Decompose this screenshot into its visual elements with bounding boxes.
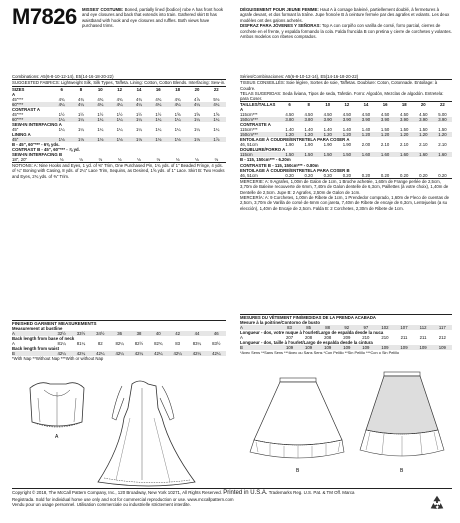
cell: 36 <box>117 331 123 336</box>
cell: 1.90 <box>323 142 332 148</box>
cell: 34½ <box>96 331 105 336</box>
cell: 1.50 <box>380 127 390 133</box>
cell: 1.50 <box>400 127 409 133</box>
b-yardage: B - 45", 60"*** - 6⅝ yds. <box>12 141 60 147</box>
cell: 1.50 <box>285 152 294 158</box>
cell: 6 <box>288 102 291 108</box>
cell: 14 <box>363 102 369 108</box>
cell: 83 <box>175 341 181 346</box>
cell: 1¼ <box>78 116 84 122</box>
cell: 4¼ <box>155 101 162 107</box>
cell: 81¼ <box>76 341 86 346</box>
cell: 1½ <box>135 111 142 117</box>
cell: ⅛ <box>98 157 103 163</box>
cell: 1¼ <box>174 126 181 132</box>
combinations-en: Combinations: A5(6-8-10-12-14), E5(14-16-18-20-22) <box>12 74 114 79</box>
cell: 3.80 <box>285 117 294 123</box>
yardage-table-en-b <box>12 152 226 162</box>
cell: ⅛ <box>214 157 219 163</box>
cell: 4¼ <box>193 101 200 107</box>
section-header: CONTRAST A <box>12 106 41 112</box>
cell: 210 <box>362 335 370 340</box>
row-label: A <box>12 331 15 336</box>
cell: 1⅛ <box>97 136 104 142</box>
yardage-table-metric-b <box>240 168 452 178</box>
cell: 82¼ <box>115 341 124 346</box>
desc-en-body: Boned, partially lined (bodice) robe A has front hook and eye closures and back that extends into train. Gathered skirt B has waistband with hook and eye closures and ruffles. Both views have purchased trims. <box>82 7 223 29</box>
footer <box>12 490 452 508</box>
cell: 4.50 <box>342 112 352 118</box>
cell: 18 <box>401 102 407 108</box>
cell: ⅛ <box>137 157 141 163</box>
cell: 4¼ <box>135 101 142 107</box>
cell: 4¼ <box>116 101 123 107</box>
finished-measurements-fr <box>240 314 452 355</box>
cell: 8 <box>79 86 83 92</box>
merceria: MERCERÍA: A: 9 Corchetes, 1,00m de Ribete de 1cm, 1 Prendedor comprado, 1,60m de Fleco de cuentas de 2,5cm, 3,70m de Varilla de corsé de 6mm con jareta, 7,40m de Ribete de encaje de 6,3cm, Lentejuelas (a su elección), 1,40m de Encaje de 2,5cm. Falda B: 2 Corchetes, 2,30m de Ribete de 1cm. <box>240 194 449 211</box>
usage-fr: Vendu pour un usage personnel. Utilisation commerciale ou industrielle strictement interdite. <box>12 502 191 508</box>
cell: 208 <box>305 335 313 340</box>
cell: 1½ <box>97 111 104 117</box>
cell: 1½ <box>58 111 65 117</box>
cell: 4.50 <box>400 112 409 118</box>
cell: 82 <box>97 341 103 346</box>
cell: 2.10 <box>438 142 447 148</box>
cell: 1.40 <box>342 127 352 133</box>
cell: 83¼ <box>192 341 202 346</box>
cell: 42¼ <box>115 351 124 356</box>
cell: 4¾ <box>58 96 65 102</box>
cell: ⅛ <box>175 157 180 163</box>
mesures-title: MESURES DU VÊTEMENT FINI/MEDIDAS DE LA PRENDA ACABADA <box>240 315 376 320</box>
section-header: A <box>12 91 16 97</box>
finished-measurements-en <box>12 320 226 361</box>
contrast-b-yardage: CONTRAST B - 45", 60"*** - ⅞ yd. <box>12 146 80 152</box>
cell: 2.00 <box>361 142 371 148</box>
row-label: 46, 51cm <box>240 142 258 148</box>
cell: 1.50 <box>323 152 332 158</box>
cell: 207 <box>285 335 294 340</box>
cell: 0.20 <box>438 173 447 179</box>
cell: 33½ <box>76 331 86 336</box>
cell: 109 <box>362 345 370 350</box>
cell: 1.20 <box>285 132 294 138</box>
recycle-icon <box>428 494 446 512</box>
cell: 112 <box>419 325 427 330</box>
yardage-metric <box>240 74 452 211</box>
cell: 1⅝ <box>193 111 200 117</box>
cell: 1¼ <box>116 126 123 132</box>
cell: 4.50 <box>419 112 428 118</box>
cell: 82¾ <box>154 341 163 346</box>
cell: 1¼ <box>155 126 162 132</box>
cell: 208 <box>324 335 332 340</box>
cell: 4⅞ <box>193 96 200 102</box>
cell: 1⅛ <box>58 136 65 142</box>
view-b2-label: B <box>400 468 404 474</box>
cell: 46 <box>213 331 219 336</box>
section-header: DOUBLURE/FORRO A <box>240 147 286 153</box>
cell: 109 <box>305 345 313 350</box>
cell: 20 <box>420 102 426 108</box>
cell: 109 <box>343 345 351 350</box>
cell: ⅛ <box>195 157 199 163</box>
cell: 5⅛ <box>213 96 220 102</box>
cell: 1.20 <box>438 132 447 138</box>
cell: 83½ <box>212 341 221 346</box>
cell: 1.50 <box>304 152 313 158</box>
mercerie: MERCERIE: A: 9 Agrafes, 1,00m de Galon de 1cm, 1 Broche achetée, 1,60m de Frange perlée de 2,5cm, 3,70m de Baleine recouverte de 6mm, 7,40m de Galon dentelle de 6,3cm, Paillettes (à votre choix), 1,40m de Dentelle de 2,5cm. Jupe B: 2 Agrafes, 2,50m de Galon de 1cm. <box>240 179 449 195</box>
cell: 2.10 <box>400 142 409 148</box>
fgm-table-fr <box>240 320 452 350</box>
cell: 109 <box>381 345 389 350</box>
cell: 4¼ <box>97 101 104 107</box>
yardage-table-en <box>12 87 226 142</box>
cell: 1¼ <box>135 116 142 122</box>
section-header: Back length from waist <box>12 346 60 351</box>
section-header: SEW-IN INTERFACING A <box>12 121 62 127</box>
cell: 1.90 <box>342 142 352 148</box>
desc-es-title: DISFRAZ PARA JÓVENES Y SEÑORAS: <box>240 23 321 29</box>
cell: 1.40 <box>323 127 332 133</box>
cell: 107 <box>400 325 408 330</box>
cell: 12 <box>117 86 123 92</box>
cell: 1.20 <box>323 132 332 138</box>
section-header: Measurement at bustline <box>12 326 63 331</box>
cell: 1.20 <box>342 132 352 138</box>
section-header: LINING A <box>12 131 31 137</box>
cell: ⅛ <box>156 157 161 163</box>
cell: 1.60 <box>400 152 409 158</box>
cell: 1¼ <box>174 116 181 122</box>
cell: 4¾ <box>97 96 104 102</box>
cell: 1⅛ <box>193 136 200 142</box>
view-b-label: B <box>296 468 300 474</box>
desc-fr-body: Haut A à corsage baleiné, partiellement doublé, à fermetures à agrafe devant, et dos formant la traîne. Jupe froncée B à ceinture fermée par des agrafes et volants. Les deux modèles ont des galons achetés. <box>240 7 450 23</box>
cell: 109 <box>400 345 408 350</box>
view-a-label: A <box>55 434 59 440</box>
cell: 4¼ <box>174 101 181 107</box>
cell: 42¼ <box>192 351 202 356</box>
yardage-english <box>12 74 226 179</box>
cell: 211 <box>419 335 427 340</box>
desc-es-body: Top A con corpiño con varilla de corsé, forro parcial, cierres de corchete en el frente, y espalda formando la cola. Falda fruncida B con pretina y cierre de corchetes y volantes. Ambos modelos con ribetes comprados. <box>240 23 452 40</box>
cell: 1¼ <box>78 126 84 132</box>
cell: 4¼ <box>213 101 220 107</box>
cell: 1.90 <box>285 142 294 148</box>
cell: 44 <box>194 331 200 336</box>
row-label: 45"*** <box>12 96 24 102</box>
cell: 22 <box>213 86 219 92</box>
cell: 4.50 <box>285 112 294 118</box>
cell: 4.50 <box>323 112 332 118</box>
cell: 81¼ <box>57 341 66 346</box>
cell: 2.10 <box>419 142 428 148</box>
yardage-table-metric <box>240 102 452 157</box>
suggested-fabrics: SUGGESTED FABRICS: Lightweight Silk, Silk Types, Taffeta. Lining: Cotton, Cotton Blends. Interfacing: Sew-in. <box>12 80 226 86</box>
cell: ⅛ <box>59 157 64 163</box>
cell: 10 <box>325 102 331 108</box>
cell: 0.20 <box>380 173 390 179</box>
cell: 3.90 <box>342 117 352 123</box>
cell: 1⅝ <box>174 111 181 117</box>
desc-fr-title: DÉGUISEMENT POUR JEUNE FEMME: <box>240 7 319 12</box>
cell: 1⅛ <box>155 136 162 142</box>
cell: 1⅛ <box>135 136 142 142</box>
cell: 1⅛ <box>78 136 84 142</box>
row-label: A <box>12 341 15 346</box>
cell: ⅛ <box>79 157 83 163</box>
cell: 109 <box>324 345 332 350</box>
nap-note-fr: *Avec Sens **Sans Sens ***Avec ou Sans Sens *Con Pelillo **Sin Pelillo ***Con o Sin Pelillo <box>240 350 400 355</box>
row-label: 46, 51cm <box>240 173 258 179</box>
cell: 88 <box>325 325 331 330</box>
cell: 42¼ <box>212 351 221 356</box>
section-header: Longueur - dos, taille à l'ourlet/Largo de espalda desde la cintura <box>240 340 373 345</box>
cell: 1.20 <box>380 132 390 138</box>
row-label: 18", 20" <box>12 157 27 163</box>
cell: 6 <box>60 86 63 92</box>
row-label: SIZES <box>12 86 25 92</box>
cell: 1¼ <box>58 116 65 122</box>
tissus-conseilles: TISSUS CONSEILLÉS: Soie légère, Sortes de soie, Taffetas. Doublure: Coton, Cotonnade. Entoilage: à Coudre. <box>240 80 438 91</box>
cell: 4.50 <box>380 112 390 118</box>
cell: 42¼ <box>134 351 144 356</box>
section-header: Mesure à la poitrine/Contorno de busto <box>240 320 320 325</box>
cell: 1⅛ <box>116 136 123 142</box>
row-label: 115cm*** <box>240 112 258 118</box>
cell: 3.90 <box>361 117 371 123</box>
cell: 1.20 <box>419 132 428 138</box>
copyright: Copyright © 2018, The McCall Pattern Company, Inc., 120 Broadway, New York 10271, All Rights Reserved. <box>12 490 222 495</box>
cell: 85 <box>306 325 311 330</box>
cell: 1.40 <box>304 127 313 133</box>
cell: 4¼ <box>78 101 84 107</box>
section-header: A <box>240 107 244 113</box>
description-french-spanish <box>240 7 452 39</box>
cell: 4¼ <box>58 101 65 107</box>
row-label: 60"*** <box>12 116 24 122</box>
section-header: ENTOILAGE À COUDRE/ENTRETELA PARA COSER A <box>240 137 350 143</box>
cell: 1¼ <box>116 116 123 122</box>
cell: 1.40 <box>361 127 371 133</box>
row-label: A <box>240 335 243 340</box>
cell: 1½ <box>155 111 162 117</box>
cell: 14 <box>136 86 142 92</box>
cell: 1.50 <box>419 127 428 133</box>
row-label: A <box>240 325 243 330</box>
cell: 212 <box>438 335 446 340</box>
cell: 4¾ <box>116 96 123 102</box>
row-label: TAILLES/TALLAS <box>240 102 276 108</box>
cell: 0.20 <box>361 173 371 179</box>
cell: 3.90 <box>380 117 390 123</box>
cell: 1.60 <box>380 152 390 158</box>
cell: 1.50 <box>342 152 352 158</box>
cell: 3.90 <box>400 117 409 123</box>
cell: 8 <box>307 102 310 108</box>
cell: 38 <box>136 331 142 336</box>
row-label: 45"*** <box>12 111 24 117</box>
row-label: 150cm*** <box>240 132 258 138</box>
cell: 16 <box>382 102 388 108</box>
cell: 4¾ <box>78 96 84 102</box>
cell: 0.20 <box>400 173 409 179</box>
cell: 12 <box>344 102 350 108</box>
cell: 0.20 <box>285 173 294 179</box>
cell: 4.50 <box>304 112 313 118</box>
cell: 42¼ <box>57 351 66 356</box>
row-label: B <box>12 351 15 356</box>
row-label: 45" <box>12 136 19 142</box>
row-label: B <box>240 345 243 350</box>
cell: 1⅞ <box>213 136 220 142</box>
cell: 92 <box>344 325 350 330</box>
nap-note-en: *With Nap **Without Nap ***With or without Nap <box>12 356 104 361</box>
cell: 82½ <box>134 341 144 346</box>
cell: 20 <box>194 86 200 92</box>
cell: 3.90 <box>323 117 332 123</box>
combinations-fr: Séries/Combinaciones: A5(6-8-10-12-14), E5(14-16-18-20-22) <box>240 74 359 79</box>
printed-in: Printed in U.S.A. <box>223 490 268 496</box>
cell: 0.20 <box>323 173 332 179</box>
cell: 3.90 <box>438 117 447 123</box>
b-metric: B - 115, 150cm*** - 6.20m <box>240 157 291 163</box>
cell: 1.60 <box>361 152 371 158</box>
cell: 4¾ <box>135 96 142 102</box>
cell: 18 <box>175 86 181 92</box>
view-b-illustration <box>240 370 450 480</box>
cell: 1.20 <box>304 132 313 138</box>
cell: 1¼ <box>135 126 142 132</box>
contrast-b-metric: CONTRASTE B - 115, 150cm*** - 0.80m <box>240 162 319 168</box>
cell: 1¼ <box>155 116 162 122</box>
section-header: Longueur - dos, votre nuque à l'ourlet/Largo de espalda desde la nuca <box>240 330 384 335</box>
cell: 1.40 <box>285 127 294 133</box>
cell: 1.60 <box>419 152 428 158</box>
cell: 109 <box>285 345 294 350</box>
cell: 102 <box>381 325 389 330</box>
cell: 4¾ <box>155 96 162 102</box>
row-label: 150cm*** <box>240 117 258 123</box>
cell: 0.20 <box>342 173 352 179</box>
cell: 42¼ <box>96 351 105 356</box>
cell: 1.60 <box>438 152 447 158</box>
usage-en: Registrada. Sold for individual home use only and not for commercial reproduction or use. www.mccallpattern.com <box>12 496 234 502</box>
cell: 1¼ <box>58 126 65 132</box>
cell: 22 <box>440 102 445 108</box>
fgm-table-en <box>12 326 226 356</box>
cell: 83 <box>287 325 292 330</box>
cell: 1¼ <box>97 126 104 132</box>
row-label: 45" <box>12 126 19 132</box>
cell: 1.20 <box>361 132 371 138</box>
cell: 1.90 <box>304 142 313 148</box>
view-a-illustration <box>20 378 220 490</box>
cell: 1½ <box>78 111 84 117</box>
cell: 109 <box>419 345 427 350</box>
cell: 16 <box>155 86 161 92</box>
cell: 1⅝ <box>213 111 220 117</box>
cell: 42¼ <box>154 351 163 356</box>
cell: 117 <box>438 325 446 330</box>
cell: 10 <box>97 86 103 92</box>
cell: 1¼ <box>213 126 220 132</box>
section-header: SEW-IN INTERFACING B <box>12 152 63 158</box>
section-header: ENTOILAGE À COUDRE/ENTRETELA PARA COSER B <box>240 168 350 174</box>
cell: 0.20 <box>419 173 428 179</box>
row-label: 60"*** <box>12 101 24 107</box>
cell: 40 <box>155 331 161 336</box>
cell: 1¼ <box>193 116 200 122</box>
cell: 1.50 <box>438 127 447 133</box>
fgm-title: FINISHED GARMENT MEASUREMENTS <box>12 321 97 326</box>
cell: 97 <box>363 325 369 330</box>
notions: NOTIONS: A: Nine Hooks and Eyes, 1 yd. of ⅜" Trim, One Purchased Pin, 1¾ yds. of 1" Beaded Fringe, 4 yds. of ¼" Boning with Casing, 8 yds. of 2¼" Lace Trim, Sequins, as Desired, 1⅝ yds. of 1" Lace. Skirt B: Two Hooks and Eyes, 2¾ yds. of ⅜" Trim. <box>12 163 225 179</box>
cell: 42 <box>175 331 181 336</box>
row-label: 115cm*** <box>240 127 258 133</box>
cell: ⅛ <box>117 157 122 163</box>
cell: 42¼ <box>173 351 182 356</box>
cell: 1.20 <box>400 132 409 138</box>
cell: 109 <box>438 345 446 350</box>
cell: 4¾ <box>174 96 181 102</box>
cell: 0.20 <box>304 173 313 179</box>
cell: 4.50 <box>361 112 371 118</box>
description-english <box>82 7 230 29</box>
cell: 1⅛ <box>174 136 181 142</box>
cell: 1¼ <box>97 116 104 122</box>
cell: 3.90 <box>419 117 428 123</box>
table-row <box>240 102 452 107</box>
cell: 5.00 <box>438 112 447 118</box>
section-header: Back length from base of neck <box>12 336 75 341</box>
cell: 1¼ <box>193 126 200 132</box>
cell: 2.10 <box>380 142 390 148</box>
row-label: 115cm <box>240 152 253 158</box>
desc-en-title: MISSES' COSTUME: <box>82 7 124 12</box>
cell: 3.80 <box>304 117 313 123</box>
telas-sugeridas: TELAS SUGERIDAS: Seda liviana, Tipos de seda, Tafetán. Forro: Algodón, Mezclas de algodón. Entretela: para Coser. <box>240 90 444 102</box>
cell: 209 <box>343 335 351 340</box>
section-header: CONTRASTE A <box>240 122 271 128</box>
pattern-number: M7826 <box>12 4 77 29</box>
cell: 211 <box>400 335 408 340</box>
cell: 1¼ <box>213 116 220 122</box>
cell: 42¼ <box>76 351 86 356</box>
cell: 1½ <box>116 111 123 117</box>
cell: 210 <box>381 335 389 340</box>
trademark: Trademarks Reg. U.S. Pat. & TM Off. Marca <box>268 490 355 495</box>
cell: 32½ <box>57 331 66 336</box>
